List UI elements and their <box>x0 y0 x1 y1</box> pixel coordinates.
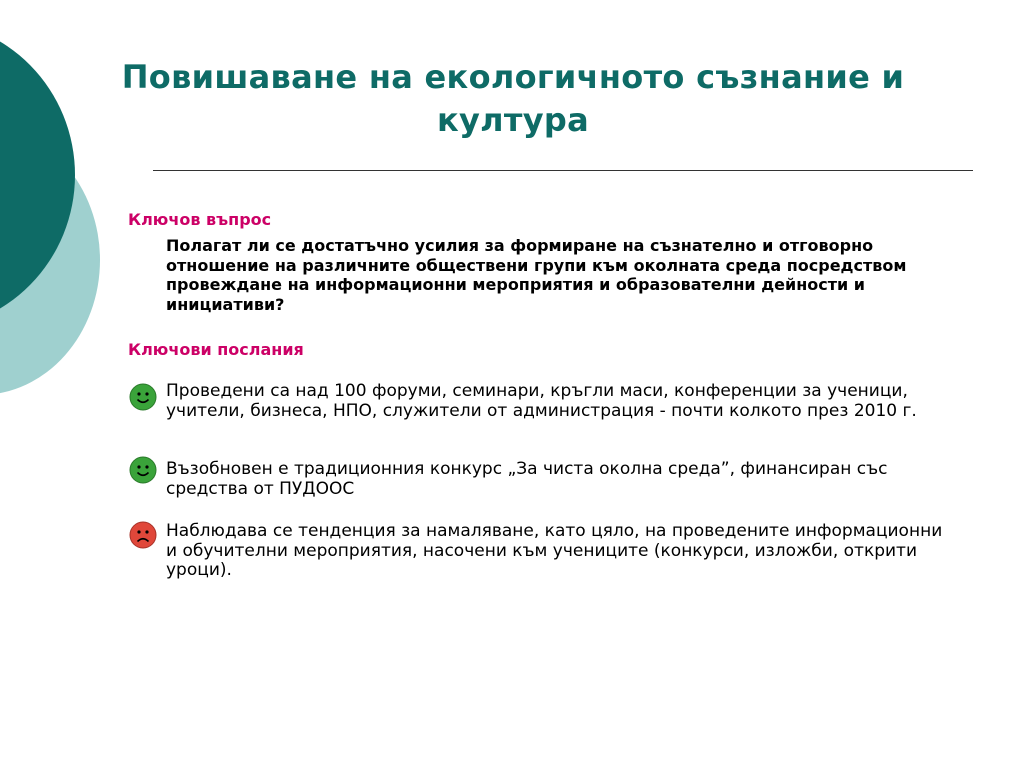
smiley-sad-icon <box>128 520 158 550</box>
smiley-happy-icon <box>128 455 158 485</box>
key-message-2: Възобновен е традиционния конкурс „За чиста околна среда”, финансиран със средства от ПУДООС <box>166 459 888 499</box>
key-message-1: Проведени са над 100 форуми, семинари, кръгли маси, конференции за ученици, учители, бизнеса, НПО, служители от администрация - почти колкото през 2010 г. <box>166 381 917 421</box>
smiley-happy-icon <box>128 382 158 412</box>
key-question-text: Полагат ли се достатъчно усилия за формиране на съзнателно и отговорно отношение на различните обществени групи към околната среда посредством провеждане на информационни мероприятия и образователни дейности и инициативи? <box>166 236 907 314</box>
title-divider <box>153 170 973 171</box>
key-messages-heading: Ключови послания <box>128 340 304 359</box>
key-question-heading: Ключов въпрос <box>128 210 272 229</box>
slide-title: Повишаване на екологичното съзнание и култура <box>121 58 905 139</box>
key-message-3: Наблюдава се тенденция за намаляване, като цяло, на проведените информационни и обучителни мероприятия, насочени към учениците (конкурси, изложби, открити уроци). <box>166 521 943 580</box>
